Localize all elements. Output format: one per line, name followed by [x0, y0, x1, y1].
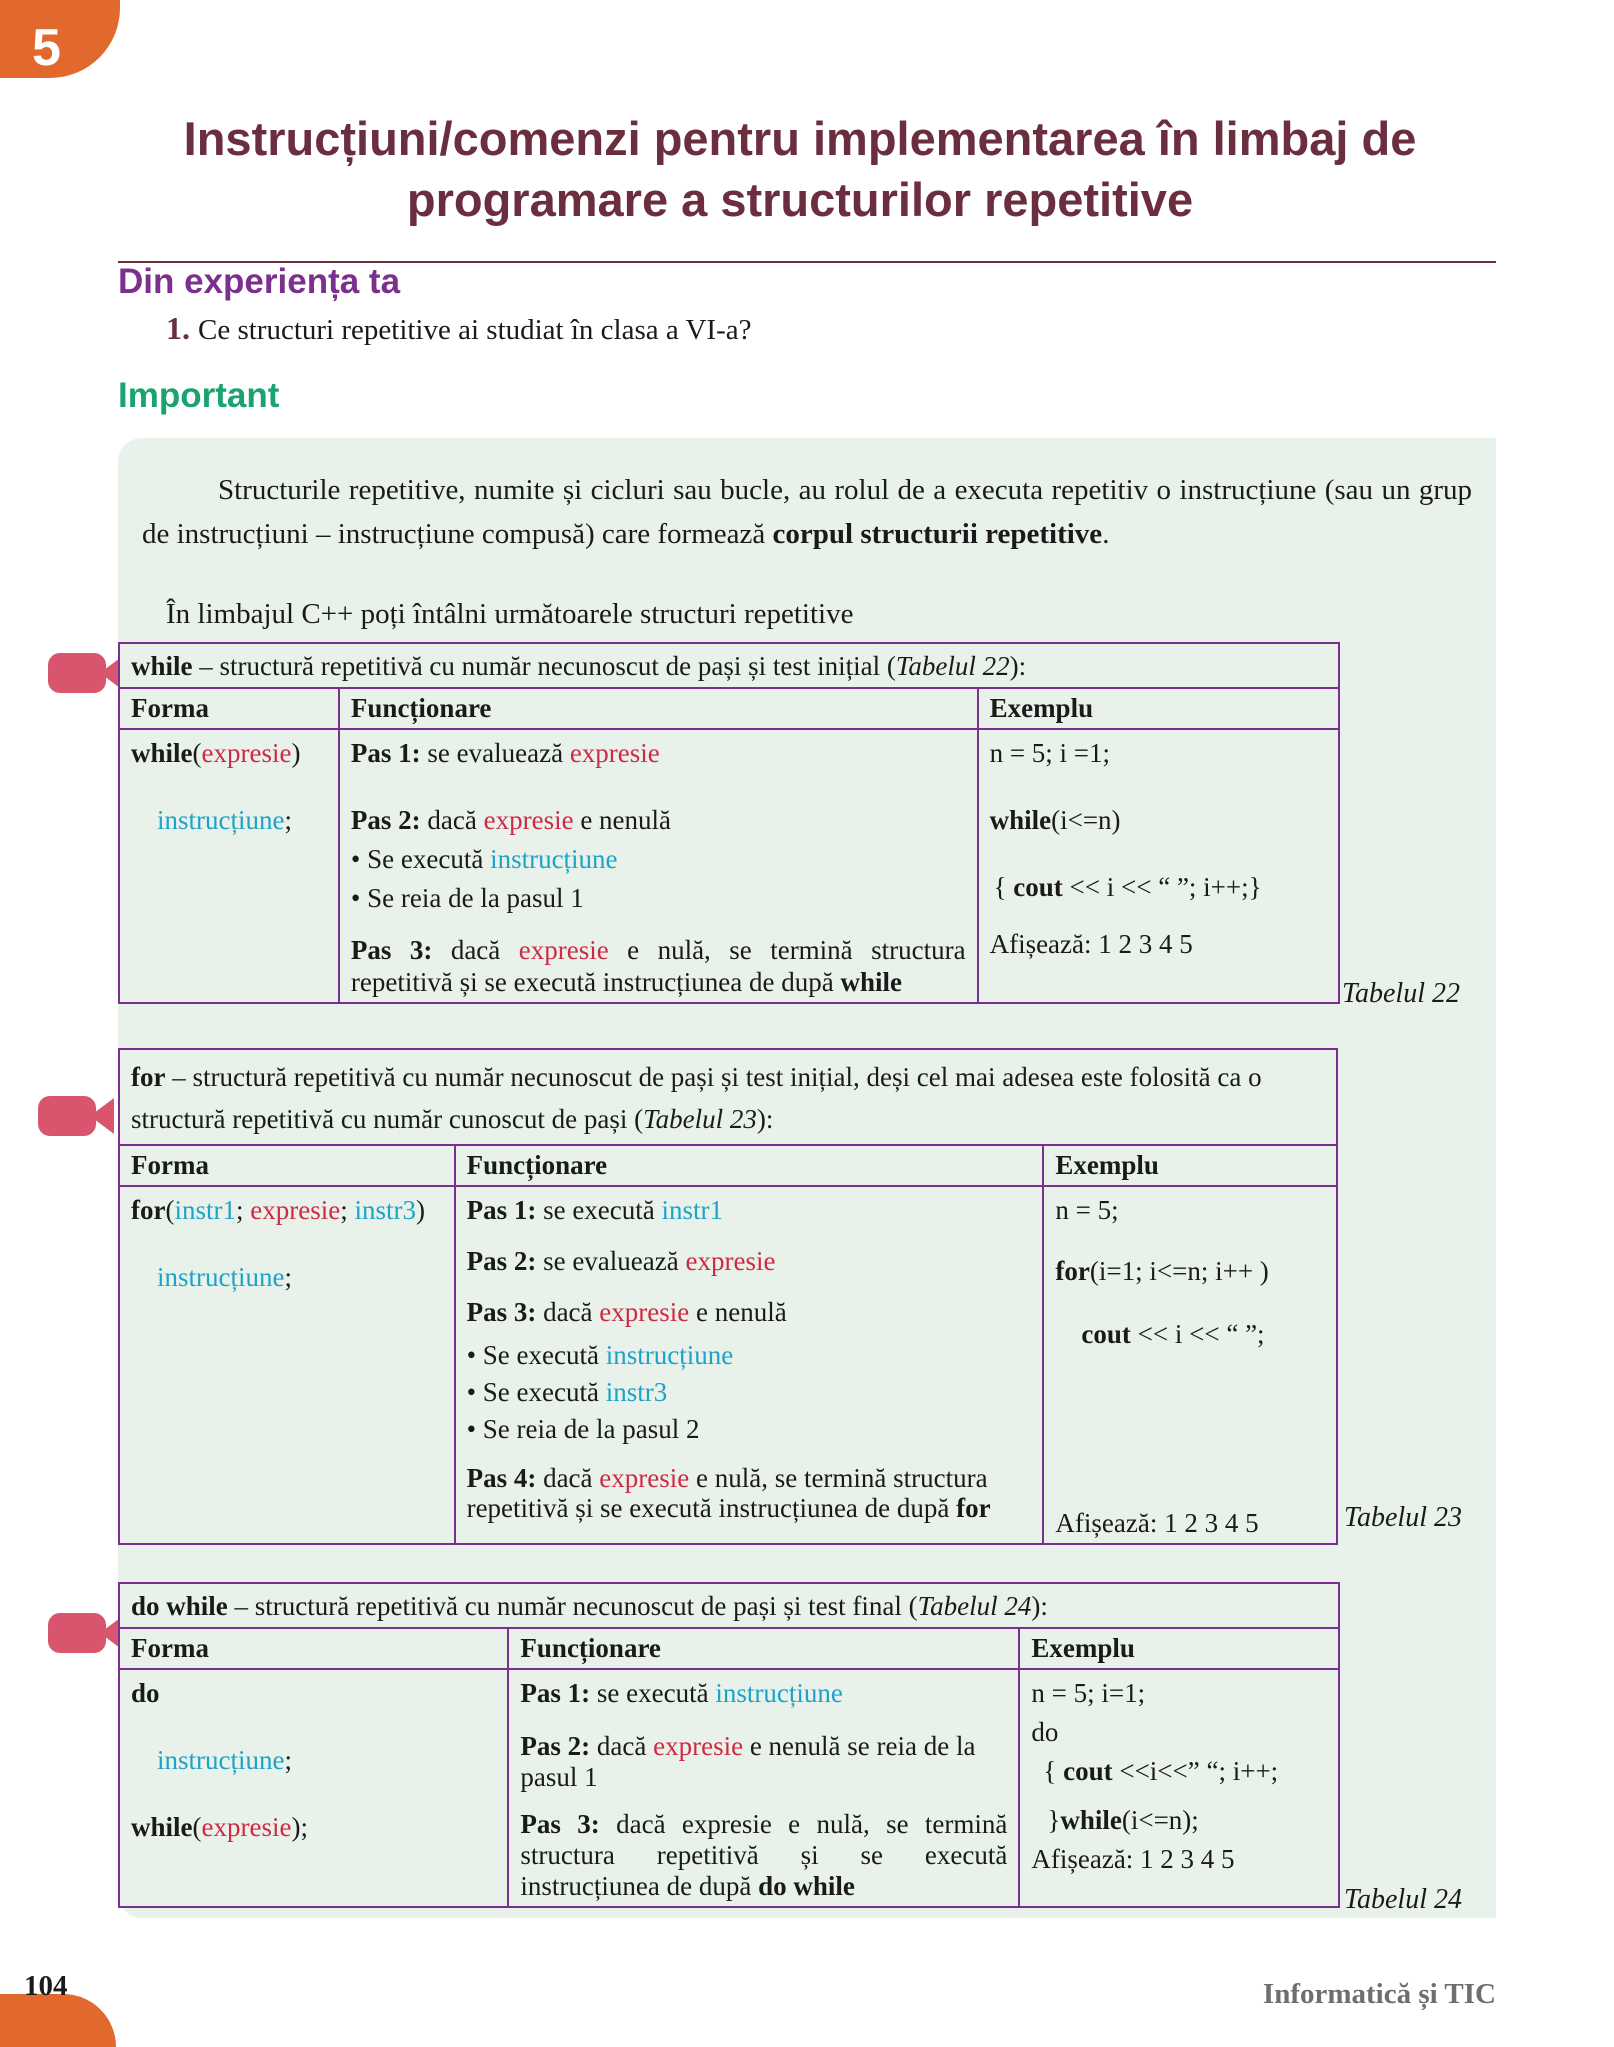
do-while-table [118, 1582, 1340, 1908]
example-cell [1019, 1669, 1339, 1907]
expression: expresie [201, 1812, 292, 1842]
bullet-text: • Se execută [466, 1377, 606, 1407]
chapter-number: 5 [32, 19, 61, 77]
table-label: Tabelul 24 [1344, 1884, 1462, 1915]
experience-heading: Din experiența ta [118, 262, 401, 301]
table-caption [119, 1049, 1337, 1145]
keyword: for [1055, 1256, 1090, 1286]
keyword: while [989, 805, 1052, 835]
table-caption-row [119, 643, 1339, 688]
expression: expresie [201, 738, 292, 768]
header-functionare: Funcționare [508, 1628, 1019, 1669]
keyword: do [131, 1678, 160, 1708]
step-label: Pas 2: [350, 805, 421, 835]
statement: instrucțiune [157, 1262, 285, 1292]
video-camera-icon [38, 1096, 96, 1136]
step-statement: instr3 [354, 1195, 416, 1225]
example-line: << i << “ ”; [1130, 1319, 1265, 1349]
step-label: Pas 3: [350, 935, 433, 965]
table-row [119, 1669, 1339, 1907]
step-text: dacă expresie e nulă, se termină structura repetitivă și se execută instrucțiunea de după [520, 1809, 1008, 1901]
statement: instrucțiune [490, 844, 618, 874]
caption-end: ): [1031, 1591, 1048, 1621]
caption-end: ): [756, 1104, 774, 1134]
step-label: Pas 4: [466, 1463, 537, 1493]
form-cell: for(instr1; expresie; instr3) instrucțiune; [119, 1186, 455, 1544]
step-text: dacă [536, 1297, 600, 1327]
bullet-text: • Se execută [350, 844, 491, 874]
init-statement: instr1 [661, 1195, 724, 1225]
expression: expresie [483, 805, 574, 835]
step-text: dacă [432, 935, 519, 965]
keyword: while [131, 738, 193, 768]
caption-text: – structură repetitivă cu număr necunoscut de pași și test inițial, deși cel mai adesea este folosită ca o structură repetitivă cu număr cunoscut de pași ( [131, 1062, 1262, 1134]
video-camera-icon [48, 653, 106, 693]
brace: { [1043, 1756, 1064, 1786]
step-text: e nulă, se termină structura repetitivă și se execută instrucțiunea de după [466, 1463, 988, 1523]
caption-keyword: while [131, 651, 193, 681]
table-caption [119, 643, 1339, 688]
example-output: Afișează: 1 2 3 4 5 [1031, 1844, 1235, 1874]
page-title: Instrucțiuni/comenzi pentru implementarea în limbaj de programare a structurilor repetitive [183, 112, 1417, 226]
caption-keyword: do while [131, 1591, 228, 1621]
example-line: (i<=n) [1051, 805, 1121, 835]
important-paragraph [142, 468, 1472, 556]
form-cell: while(expresie) instrucțiune; [119, 729, 339, 1003]
expression: expresie [685, 1246, 776, 1276]
example-cell [978, 729, 1339, 1003]
step-text: se evaluează [536, 1246, 686, 1276]
keyword: cout [1013, 872, 1063, 902]
form-cell: do instrucțiune; while(expresie); [119, 1669, 508, 1907]
example-line: n = 5; [1055, 1195, 1119, 1225]
keyword: for [956, 1493, 991, 1523]
step-text: e nulă, se termină structura repetitivă și se execută instrucțiunea de după [350, 935, 966, 997]
header-exemplu: Exemplu [1019, 1628, 1339, 1669]
example-line: (i<=n); [1121, 1805, 1199, 1835]
keyword: cout [1063, 1756, 1113, 1786]
structures-intro: În limbajul C++ poți întâlni următoarele structuri repetitive [166, 598, 854, 630]
table-caption-row [119, 1583, 1339, 1628]
expression: expresie [250, 1195, 341, 1225]
caption-reference: Tabelul 23 [643, 1104, 757, 1134]
book-title: Informatică și TIC [1262, 1978, 1496, 2010]
header-exemplu: Exemplu [978, 688, 1339, 729]
statement: instrucțiune [715, 1678, 843, 1708]
bullet-text: • Se reia de la pasul 2 [466, 1414, 700, 1444]
step-text: se execută [536, 1195, 662, 1225]
important-heading: Important [118, 376, 280, 415]
table-row [119, 729, 1339, 1003]
step-label: Pas 1: [520, 1678, 591, 1708]
header-forma: Forma [119, 1145, 455, 1186]
keyword: while [840, 967, 902, 997]
semicolon: ; [284, 1745, 292, 1775]
header-functionare: Funcționare [455, 1145, 1044, 1186]
init-statement: instr1 [174, 1195, 236, 1225]
step-label: Pas 1: [350, 738, 421, 768]
step-text: dacă [536, 1463, 600, 1493]
statement: instrucțiune [605, 1340, 734, 1370]
table-header-row [119, 1145, 1337, 1186]
table-label: Tabelul 23 [1344, 1502, 1462, 1533]
example-line: do [1031, 1717, 1059, 1747]
for-table [118, 1048, 1338, 1545]
keyword: while [1060, 1805, 1122, 1835]
paragraph-emphasis: corpul structurii repetitive [772, 518, 1103, 550]
caption-text: – structură repetitivă cu număr necunoscut de pași și test inițial ( [192, 651, 896, 681]
page-number: 104 [24, 1970, 68, 2002]
keyword: cout [1081, 1319, 1131, 1349]
table-caption-row [119, 1049, 1337, 1145]
table-caption [119, 1583, 1339, 1628]
header-exemplu: Exemplu [1043, 1145, 1337, 1186]
expression: expresie [599, 1463, 690, 1493]
expression: expresie [569, 738, 660, 768]
step-text: se evaluează [420, 738, 570, 768]
statement: instrucțiune [157, 1745, 285, 1775]
keyword: while [131, 1812, 193, 1842]
semicolon: ; [284, 1262, 292, 1292]
functionare-cell [508, 1669, 1019, 1907]
caption-reference: Tabelul 24 [917, 1591, 1032, 1621]
expression: expresie [599, 1297, 690, 1327]
expression: expresie [653, 1731, 744, 1761]
step-text: dacă [590, 1731, 654, 1761]
step-text: dacă [420, 805, 484, 835]
step-label: Pas 2: [520, 1731, 591, 1761]
example-line: <<i<<” “; i++; [1112, 1756, 1279, 1786]
caption-keyword: for [131, 1062, 166, 1092]
experience-question [166, 310, 751, 347]
expression: expresie [518, 935, 609, 965]
caption-text: – structură repetitivă cu număr necunoscut de pași și test final ( [227, 1591, 918, 1621]
table-label: Tabelul 22 [1342, 978, 1460, 1009]
brace: { [993, 872, 1014, 902]
step-text: e nenulă [573, 805, 672, 835]
bullet-text: • Se reia de la pasul 1 [350, 883, 584, 913]
example-line: << i << “ ”; i++;} [1062, 872, 1262, 902]
step-label: Pas 3: [520, 1809, 600, 1839]
example-output: Afișează: 1 2 3 4 5 [989, 929, 1193, 959]
step-label: Pas 1: [466, 1195, 537, 1225]
keyword: for [131, 1195, 166, 1225]
table-header-row [119, 1628, 1339, 1669]
semicolon: ; [284, 805, 292, 835]
while-table [118, 642, 1340, 1004]
header-forma: Forma [119, 688, 339, 729]
example-cell [1043, 1186, 1337, 1544]
header-functionare: Funcționare [339, 688, 978, 729]
example-line: n = 5; i =1; [989, 738, 1111, 768]
table-header-row [119, 688, 1339, 729]
header-forma: Forma [119, 1628, 508, 1669]
question-text: Ce structuri repetitive ai studiat în clasa a VI-a? [198, 314, 752, 346]
example-line: (i=1; i<=n; i++ ) [1089, 1256, 1269, 1286]
functionare-cell [455, 1186, 1044, 1544]
step-text: e nenulă [689, 1297, 787, 1327]
paragraph-text: Structurile repetitive, numite și cicluri sau bucle, au rolul de a executa repetitiv o instrucțiune (sau un grup de instrucțiuni – instrucțiune compusă) care formează [142, 474, 1472, 550]
paragraph-end: . [1102, 518, 1110, 550]
functionare-cell [339, 729, 978, 1003]
keyword: do while [758, 1871, 855, 1901]
video-camera-icon [48, 1613, 106, 1653]
step-statement: instr3 [605, 1377, 668, 1407]
step-label: Pas 3: [466, 1297, 537, 1327]
table-row [119, 1186, 1337, 1544]
step-text: se execută [590, 1678, 716, 1708]
step-label: Pas 2: [466, 1246, 537, 1276]
caption-end: ): [1009, 651, 1027, 681]
brace: } [1047, 1805, 1061, 1835]
question-number: 1. [166, 310, 190, 346]
bullet-text: • Se execută [466, 1340, 606, 1370]
step-text: e nenulă se reia de la pasul 1 [520, 1731, 976, 1792]
statement: instrucțiune [157, 805, 285, 835]
example-output: Afișează: 1 2 3 4 5 [1055, 1508, 1259, 1538]
caption-reference: Tabelul 22 [895, 651, 1010, 681]
example-line: n = 5; i=1; [1031, 1678, 1146, 1708]
